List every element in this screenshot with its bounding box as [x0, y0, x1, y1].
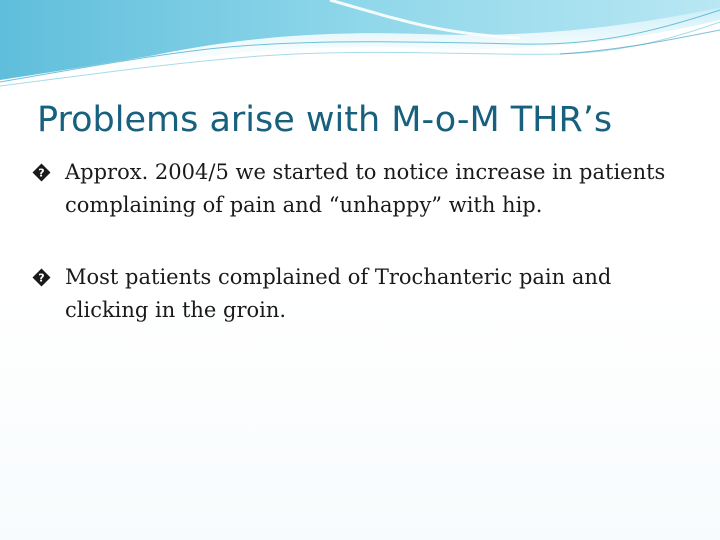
slide-title: Problems arise with M-o-M THR’s — [37, 100, 613, 140]
bullet-list — [32, 156, 692, 366]
bullet-item — [32, 261, 692, 327]
bullet-text: Approx. 2004/5 we started to notice increase in patients complaining of pain and “unhappy” with hip. — [65, 160, 666, 217]
bullet-text: Most patients complained of Trochanteric pain and clicking in the groin. — [65, 265, 612, 322]
replacement-character-icon — [32, 163, 51, 182]
decorative-wave-header — [0, 0, 720, 90]
svg-text:?: ? — [38, 166, 45, 180]
bullet-item — [32, 156, 692, 222]
replacement-character-icon — [32, 268, 51, 287]
svg-text:?: ? — [38, 271, 45, 285]
